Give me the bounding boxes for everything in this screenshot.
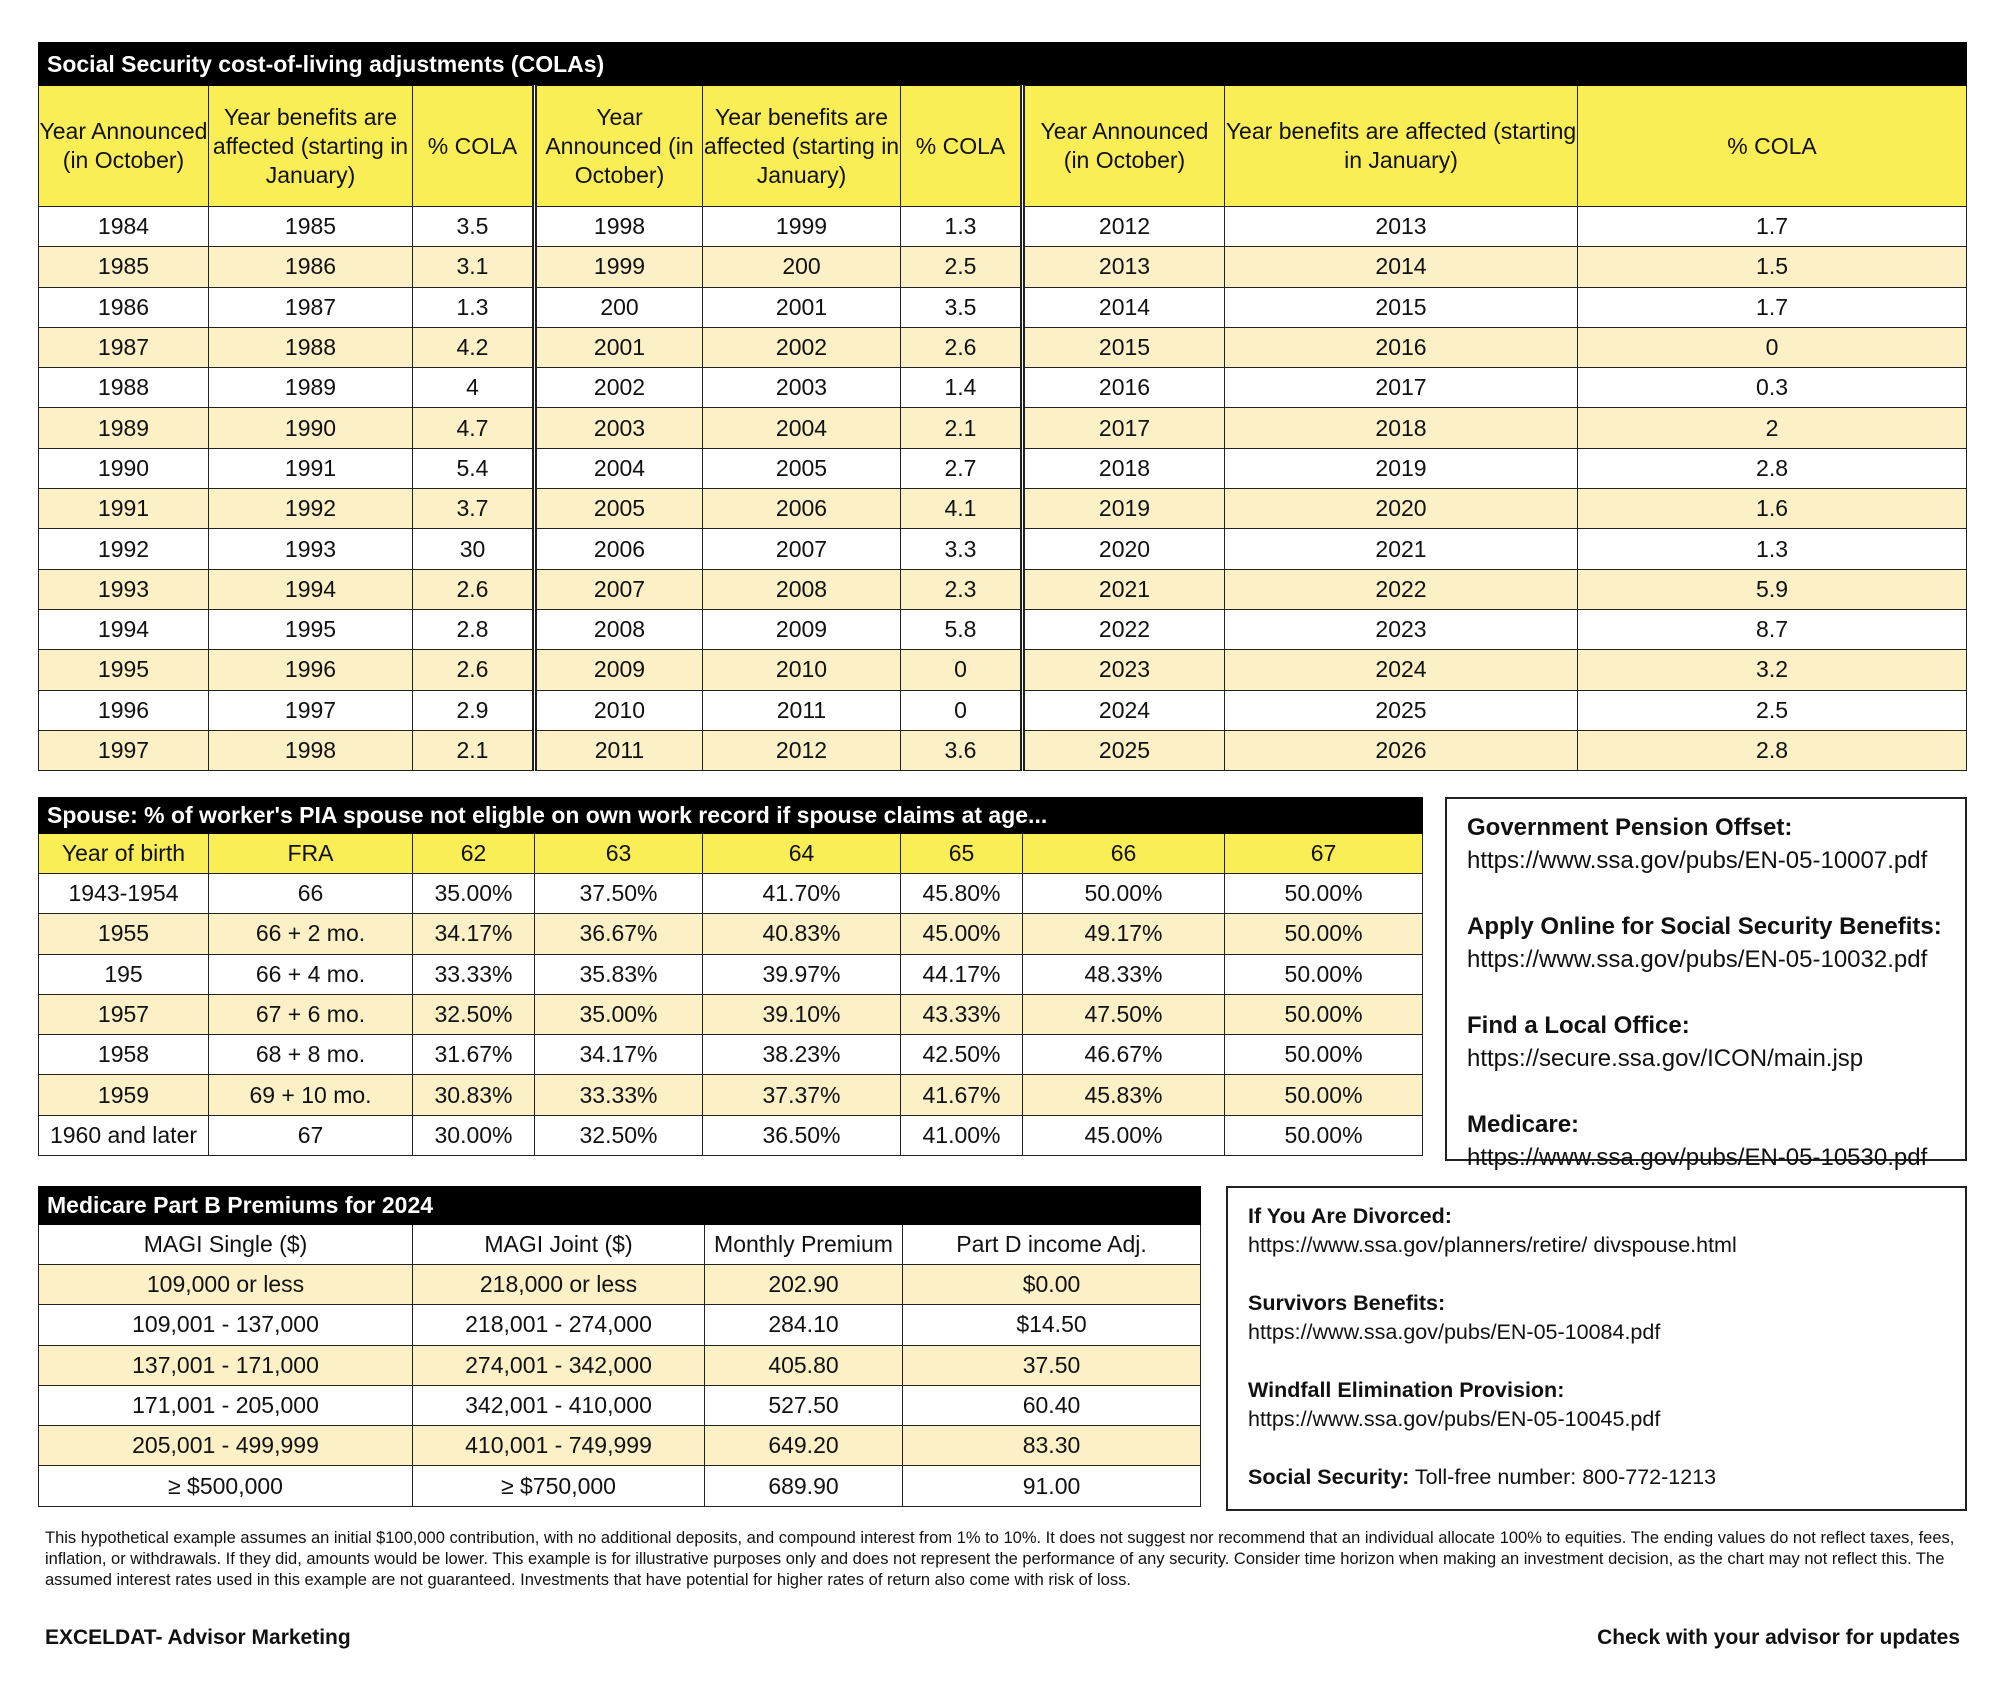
spouse-header-cell: 64 (703, 834, 901, 874)
spouse-cell: 33.33% (413, 954, 535, 994)
resource-label: Government Pension Offset: (1467, 814, 1793, 841)
cola-percent: 0 (1578, 327, 1967, 367)
spouse-cell: 48.33% (1023, 954, 1225, 994)
cola-percent: 0.3 (1578, 368, 1967, 408)
cola-header-affected: Year benefits are affected (starting in January) (1225, 86, 1578, 207)
spouse-cell: 1960 and later (39, 1115, 209, 1155)
resource-link[interactable]: https://www.ssa.gov/pubs/EN-05-10530.pdf (1467, 1144, 1928, 1171)
cola-percent: 2.5 (1578, 690, 1967, 730)
spouse-cell: 50.00% (1225, 1075, 1423, 1115)
spouse-cell: 50.00% (1225, 874, 1423, 914)
cola-year-affected: 1998 (209, 730, 413, 770)
medicare-cell: 83.30 (903, 1426, 1201, 1466)
table-row (39, 1466, 1201, 1506)
table-row (39, 690, 1967, 730)
cola-percent: 3.5 (901, 287, 1023, 327)
cola-year-affected: 1991 (209, 448, 413, 488)
cola-year-affected: 2005 (703, 448, 901, 488)
cola-year-announced: 1998 (535, 207, 703, 247)
spouse-cell: 68 + 8 mo. (209, 1035, 413, 1075)
cola-year-announced: 1996 (39, 690, 209, 730)
cola-year-announced: 2004 (535, 448, 703, 488)
spouse-header-cell: 65 (901, 834, 1023, 874)
cola-year-affected: 2024 (1225, 650, 1578, 690)
cola-year-affected: 2020 (1225, 489, 1578, 529)
resource-link[interactable]: https://www.ssa.gov/pubs/EN-05-10045.pdf (1248, 1407, 1661, 1431)
cola-header-pct: % COLA (901, 86, 1023, 207)
spouse-cell: 50.00% (1225, 1115, 1423, 1155)
spouse-header-cell: 67 (1225, 834, 1423, 874)
spouse-cell: 45.80% (901, 874, 1023, 914)
cola-year-announced: 1993 (39, 569, 209, 609)
spouse-cell: 45.00% (1023, 1115, 1225, 1155)
medicare-cell: 91.00 (903, 1466, 1201, 1506)
spouse-cell: 1957 (39, 994, 209, 1034)
cola-year-affected: 2009 (703, 609, 901, 649)
medicare-cell: 284.10 (705, 1305, 903, 1345)
medicare-header-cell: MAGI Joint ($) (413, 1225, 705, 1265)
cola-percent: 1.6 (1578, 489, 1967, 529)
cola-year-announced: 2007 (535, 569, 703, 609)
spouse-title: Spouse: % of worker's PIA spouse not eligble on own work record if spouse claims at age... (39, 798, 1423, 834)
toll-free-line (1248, 1463, 1965, 1492)
spouse-cell: 42.50% (901, 1035, 1023, 1075)
cola-year-affected: 2011 (703, 690, 901, 730)
cola-year-announced: 2011 (535, 730, 703, 770)
cola-percent: 1.4 (901, 368, 1023, 408)
resource-item (1248, 1289, 1965, 1347)
cola-title: Social Security cost-of-living adjustments (COLAs) (39, 43, 1967, 86)
spouse-cell: 32.50% (413, 994, 535, 1034)
spouse-header-cell: Year of birth (39, 834, 209, 874)
spouse-cell: 50.00% (1225, 914, 1423, 954)
spouse-cell: 37.50% (535, 874, 703, 914)
cola-percent: 8.7 (1578, 609, 1967, 649)
cola-year-announced: 2005 (535, 489, 703, 529)
cola-percent: 4.7 (413, 408, 535, 448)
spouse-cell: 36.50% (703, 1115, 901, 1155)
cola-percent: 5.4 (413, 448, 535, 488)
cola-year-affected: 1987 (209, 287, 413, 327)
cola-year-affected: 1994 (209, 569, 413, 609)
cola-year-affected: 2023 (1225, 609, 1578, 649)
cola-year-affected: 2018 (1225, 408, 1578, 448)
medicare-cell: 689.90 (705, 1466, 903, 1506)
resource-label: Apply Online for Social Security Benefits: (1467, 913, 1942, 940)
cola-year-announced: 1990 (39, 448, 209, 488)
spouse-cell: 43.33% (901, 994, 1023, 1034)
cola-year-affected: 2006 (703, 489, 901, 529)
table-row (39, 914, 1423, 954)
cola-percent: 2.9 (413, 690, 535, 730)
spouse-cell: 35.00% (535, 994, 703, 1034)
table-row (39, 1426, 1201, 1466)
spouse-cell: 46.67% (1023, 1035, 1225, 1075)
cola-year-announced: 2013 (1023, 247, 1225, 287)
cola-year-affected: 2019 (1225, 448, 1578, 488)
table-row (39, 247, 1967, 287)
cola-percent: 4 (413, 368, 535, 408)
cola-percent: 2.8 (1578, 448, 1967, 488)
cola-year-announced: 2020 (1023, 529, 1225, 569)
medicare-cell: 37.50 (903, 1345, 1201, 1385)
cola-year-announced: 2003 (535, 408, 703, 448)
cola-year-announced: 2014 (1023, 287, 1225, 327)
medicare-header-cell: Monthly Premium (705, 1225, 903, 1265)
table-row (39, 368, 1967, 408)
spouse-cell: 195 (39, 954, 209, 994)
cola-year-affected: 2002 (703, 327, 901, 367)
cola-percent: 3.2 (1578, 650, 1967, 690)
cola-year-announced: 2019 (1023, 489, 1225, 529)
cola-year-announced: 2015 (1023, 327, 1225, 367)
spouse-cell: 41.70% (703, 874, 901, 914)
cola-year-affected: 2004 (703, 408, 901, 448)
spouse-cell: 50.00% (1023, 874, 1225, 914)
table-row (39, 287, 1967, 327)
spouse-cell: 33.33% (535, 1075, 703, 1115)
medicare-cell: ≥ $500,000 (39, 1466, 413, 1506)
medicare-cell: 410,001 - 749,999 (413, 1426, 705, 1466)
medicare-cell: 109,001 - 137,000 (39, 1305, 413, 1345)
resource-label: Find a Local Office: (1467, 1012, 1690, 1039)
spouse-cell: 47.50% (1023, 994, 1225, 1034)
medicare-cell: 171,001 - 205,000 (39, 1385, 413, 1425)
spouse-cell: 41.00% (901, 1115, 1023, 1155)
cola-percent: 1.3 (1578, 529, 1967, 569)
spouse-cell: 40.83% (703, 914, 901, 954)
spouse-cell: 31.67% (413, 1035, 535, 1075)
spouse-cell: 39.10% (703, 994, 901, 1034)
medicare-cell: 109,000 or less (39, 1265, 413, 1305)
more-links-box (1226, 1186, 1967, 1511)
cola-percent: 3.7 (413, 489, 535, 529)
cola-year-affected: 2010 (703, 650, 901, 690)
cola-year-affected: 1996 (209, 650, 413, 690)
cola-year-announced: 2023 (1023, 650, 1225, 690)
table-row (39, 874, 1423, 914)
table-row (39, 448, 1967, 488)
resource-item (1467, 910, 1965, 976)
medicare-cell: 218,000 or less (413, 1265, 705, 1305)
table-row (39, 327, 1967, 367)
spouse-cell: 1958 (39, 1035, 209, 1075)
medicare-header-cell: MAGI Single ($) (39, 1225, 413, 1265)
cola-percent: 2 (1578, 408, 1967, 448)
cola-year-affected: 1988 (209, 327, 413, 367)
cola-year-announced: 2009 (535, 650, 703, 690)
cola-percent: 0 (901, 650, 1023, 690)
resource-label: Windfall Elimination Provision: (1248, 1378, 1565, 1402)
cola-percent: 1.3 (413, 287, 535, 327)
medicare-cell: 137,001 - 171,000 (39, 1345, 413, 1385)
medicare-cell: $14.50 (903, 1305, 1201, 1345)
cola-percent: 5.8 (901, 609, 1023, 649)
table-row (39, 730, 1967, 770)
cola-year-affected: 1985 (209, 207, 413, 247)
resource-item (1467, 1009, 1965, 1075)
spouse-header-cell: 63 (535, 834, 703, 874)
resource-link[interactable]: https://www.ssa.gov/planners/retire/ divspouse.html (1248, 1233, 1737, 1257)
resource-link[interactable]: https://www.ssa.gov/pubs/EN-05-10007.pdf (1467, 847, 1928, 874)
cola-header-affected: Year benefits are affected (starting in January) (703, 86, 901, 207)
spouse-cell: 1943-1954 (39, 874, 209, 914)
cola-percent: 4.2 (413, 327, 535, 367)
spouse-cell: 41.67% (901, 1075, 1023, 1115)
cola-header-pct: % COLA (413, 86, 535, 207)
cola-year-announced: 2010 (535, 690, 703, 730)
resource-item (1248, 1202, 1965, 1260)
cola-year-announced: 1984 (39, 207, 209, 247)
toll-free-number: Toll-free number: 800-772-1213 (1414, 1465, 1717, 1489)
cola-percent: 30 (413, 529, 535, 569)
cola-percent: 2.6 (413, 650, 535, 690)
resource-label: Medicare: (1467, 1111, 1580, 1138)
table-row (39, 650, 1967, 690)
cola-percent: 1.3 (901, 207, 1023, 247)
cola-year-announced: 2025 (1023, 730, 1225, 770)
cola-header-affected: Year benefits are affected (starting in January) (209, 86, 413, 207)
spouse-header-cell: 62 (413, 834, 535, 874)
cola-year-announced: 2022 (1023, 609, 1225, 649)
cola-percent: 3.3 (901, 529, 1023, 569)
spouse-cell: 39.97% (703, 954, 901, 994)
cola-header-announced: Year Announced (in October) (1023, 86, 1225, 207)
cola-year-affected: 2026 (1225, 730, 1578, 770)
cola-table (38, 42, 1967, 771)
cola-year-announced: 2002 (535, 368, 703, 408)
cola-year-affected: 1989 (209, 368, 413, 408)
cola-percent: 3.1 (413, 247, 535, 287)
cola-percent: 2.1 (901, 408, 1023, 448)
resource-link[interactable]: https://www.ssa.gov/pubs/EN-05-10032.pdf (1467, 946, 1928, 973)
table-row (39, 954, 1423, 994)
cola-year-affected: 2017 (1225, 368, 1578, 408)
cola-year-affected: 2014 (1225, 247, 1578, 287)
cola-year-announced: 2018 (1023, 448, 1225, 488)
spouse-cell: 44.17% (901, 954, 1023, 994)
spouse-cell: 66 + 4 mo. (209, 954, 413, 994)
cola-year-affected: 2001 (703, 287, 901, 327)
cola-year-announced: 2017 (1023, 408, 1225, 448)
cola-percent: 1.5 (1578, 247, 1967, 287)
cola-year-affected: 1986 (209, 247, 413, 287)
cola-year-affected: 2008 (703, 569, 901, 609)
spouse-cell: 66 + 2 mo. (209, 914, 413, 954)
cola-year-affected: 2007 (703, 529, 901, 569)
spouse-cell: 30.83% (413, 1075, 535, 1115)
cola-year-announced: 1986 (39, 287, 209, 327)
cola-percent: 4.1 (901, 489, 1023, 529)
cola-percent: 5.9 (1578, 569, 1967, 609)
cola-percent: 2.8 (413, 609, 535, 649)
cola-year-affected: 2022 (1225, 569, 1578, 609)
table-row (39, 609, 1967, 649)
footer-note: Check with your advisor for updates (1597, 1626, 1960, 1649)
cola-year-affected: 2012 (703, 730, 901, 770)
spouse-cell: 34.17% (413, 914, 535, 954)
medicare-table (38, 1186, 1201, 1507)
disclaimer-text: This hypothetical example assumes an initial $100,000 contribution, with no additional deposits, and compound interest from 1% to 10%. It does not suggest nor recommend that an individual allocate 100% to equities. The ending values do not reflect taxes, fees, inflation, or withdrawals. If they did, amounts would be lower. This example is for illustrative purposes only and does not represent the performance of any security. Consider time horizon when making an investment decision, as the chart may not reflect this. The assumed interest rates used in this example are not guaranteed. Investments that have potential for higher rates of return also come with risk of loss. (45, 1529, 1955, 1589)
medicare-cell: $0.00 (903, 1265, 1201, 1305)
spouse-cell: 34.17% (535, 1035, 703, 1075)
cola-year-affected: 1995 (209, 609, 413, 649)
spouse-cell: 1959 (39, 1075, 209, 1115)
cola-percent: 2.5 (901, 247, 1023, 287)
spouse-header-cell: 66 (1023, 834, 1225, 874)
medicare-cell: 342,001 - 410,000 (413, 1385, 705, 1425)
cola-percent: 2.6 (413, 569, 535, 609)
toll-free-label: Social Security: (1248, 1465, 1410, 1489)
resource-link[interactable]: https://secure.ssa.gov/ICON/main.jsp (1467, 1045, 1864, 1072)
cola-year-affected: 2016 (1225, 327, 1578, 367)
table-row (39, 1115, 1423, 1155)
spouse-cell: 67 (209, 1115, 413, 1155)
spouse-header-cell: FRA (209, 834, 413, 874)
cola-year-affected: 1992 (209, 489, 413, 529)
medicare-cell: 405.80 (705, 1345, 903, 1385)
cola-header-announced: Year Announced (in October) (39, 86, 209, 207)
spouse-cell: 50.00% (1225, 1035, 1423, 1075)
table-row (39, 1075, 1423, 1115)
table-row (39, 1305, 1201, 1345)
cola-year-affected: 1990 (209, 408, 413, 448)
spouse-cell: 49.17% (1023, 914, 1225, 954)
cola-header-pct: % COLA (1578, 86, 1967, 207)
spouse-cell: 32.50% (535, 1115, 703, 1155)
medicare-cell: 274,001 - 342,000 (413, 1345, 705, 1385)
cola-year-announced: 1991 (39, 489, 209, 529)
spouse-cell: 38.23% (703, 1035, 901, 1075)
table-row (39, 207, 1967, 247)
medicare-cell: 202.90 (705, 1265, 903, 1305)
cola-year-announced: 1995 (39, 650, 209, 690)
cola-percent: 2.8 (1578, 730, 1967, 770)
spouse-cell: 66 (209, 874, 413, 914)
medicare-cell: 205,001 - 499,999 (39, 1426, 413, 1466)
table-row (39, 1345, 1201, 1385)
medicare-title: Medicare Part B Premiums for 2024 (39, 1187, 1201, 1225)
medicare-cell: ≥ $750,000 (413, 1466, 705, 1506)
cola-year-announced: 1987 (39, 327, 209, 367)
cola-year-affected: 2021 (1225, 529, 1578, 569)
medicare-cell: 218,001 - 274,000 (413, 1305, 705, 1345)
spouse-cell: 30.00% (413, 1115, 535, 1155)
cola-percent: 0 (901, 690, 1023, 730)
spouse-cell: 35.83% (535, 954, 703, 994)
cola-percent: 3.5 (413, 207, 535, 247)
medicare-header-cell: Part D income Adj. (903, 1225, 1201, 1265)
cola-percent: 2.1 (413, 730, 535, 770)
cola-year-announced: 2016 (1023, 368, 1225, 408)
table-row (39, 994, 1423, 1034)
cola-year-announced: 1994 (39, 609, 209, 649)
cola-year-announced: 1985 (39, 247, 209, 287)
cola-year-announced: 2001 (535, 327, 703, 367)
resource-label: Survivors Benefits: (1248, 1291, 1446, 1315)
cola-year-affected: 1993 (209, 529, 413, 569)
medicare-cell: 527.50 (705, 1385, 903, 1425)
spouse-cell: 69 + 10 mo. (209, 1075, 413, 1115)
cola-year-affected: 1997 (209, 690, 413, 730)
cola-year-affected: 1999 (703, 207, 901, 247)
spouse-cell: 1955 (39, 914, 209, 954)
table-row (39, 489, 1967, 529)
resource-links-box (1445, 797, 1967, 1171)
cola-year-announced: 2024 (1023, 690, 1225, 730)
table-row (39, 1265, 1201, 1305)
cola-year-affected: 2013 (1225, 207, 1578, 247)
spouse-cell: 37.37% (703, 1075, 901, 1115)
cola-year-announced: 2006 (535, 529, 703, 569)
spouse-cell: 45.83% (1023, 1075, 1225, 1115)
cola-year-announced: 2008 (535, 609, 703, 649)
cola-year-announced: 1997 (39, 730, 209, 770)
cola-year-announced: 2021 (1023, 569, 1225, 609)
resource-item (1248, 1376, 1965, 1434)
spouse-table (38, 797, 1423, 1156)
spouse-cell: 50.00% (1225, 954, 1423, 994)
cola-year-announced: 1992 (39, 529, 209, 569)
cola-percent: 1.7 (1578, 207, 1967, 247)
cola-year-affected: 2025 (1225, 690, 1578, 730)
table-row (39, 569, 1967, 609)
cola-percent: 2.6 (901, 327, 1023, 367)
spouse-cell: 50.00% (1225, 994, 1423, 1034)
footer-brand: EXCELDAT- Advisor Marketing (45, 1626, 351, 1649)
table-row (39, 529, 1967, 569)
table-row (39, 1385, 1201, 1425)
spouse-cell: 36.67% (535, 914, 703, 954)
table-row (39, 1035, 1423, 1075)
spouse-cell: 45.00% (901, 914, 1023, 954)
cola-year-affected: 200 (703, 247, 901, 287)
spouse-cell: 67 + 6 mo. (209, 994, 413, 1034)
cola-header-announced: Year Announced (in October) (535, 86, 703, 207)
cola-year-affected: 2015 (1225, 287, 1578, 327)
table-row (39, 408, 1967, 448)
spouse-cell: 35.00% (413, 874, 535, 914)
cola-percent: 1.7 (1578, 287, 1967, 327)
cola-year-announced: 1988 (39, 368, 209, 408)
cola-year-announced: 2012 (1023, 207, 1225, 247)
medicare-cell: 649.20 (705, 1426, 903, 1466)
cola-year-affected: 2003 (703, 368, 901, 408)
cola-percent: 2.3 (901, 569, 1023, 609)
resource-item (1467, 811, 1965, 877)
resource-item (1467, 1108, 1965, 1174)
resource-link[interactable]: https://www.ssa.gov/pubs/EN-05-10084.pdf (1248, 1320, 1661, 1344)
resource-label: If You Are Divorced: (1248, 1204, 1452, 1228)
cola-percent: 2.7 (901, 448, 1023, 488)
cola-percent: 3.6 (901, 730, 1023, 770)
medicare-cell: 60.40 (903, 1385, 1201, 1425)
cola-year-announced: 1999 (535, 247, 703, 287)
cola-year-announced: 200 (535, 287, 703, 327)
cola-year-announced: 1989 (39, 408, 209, 448)
